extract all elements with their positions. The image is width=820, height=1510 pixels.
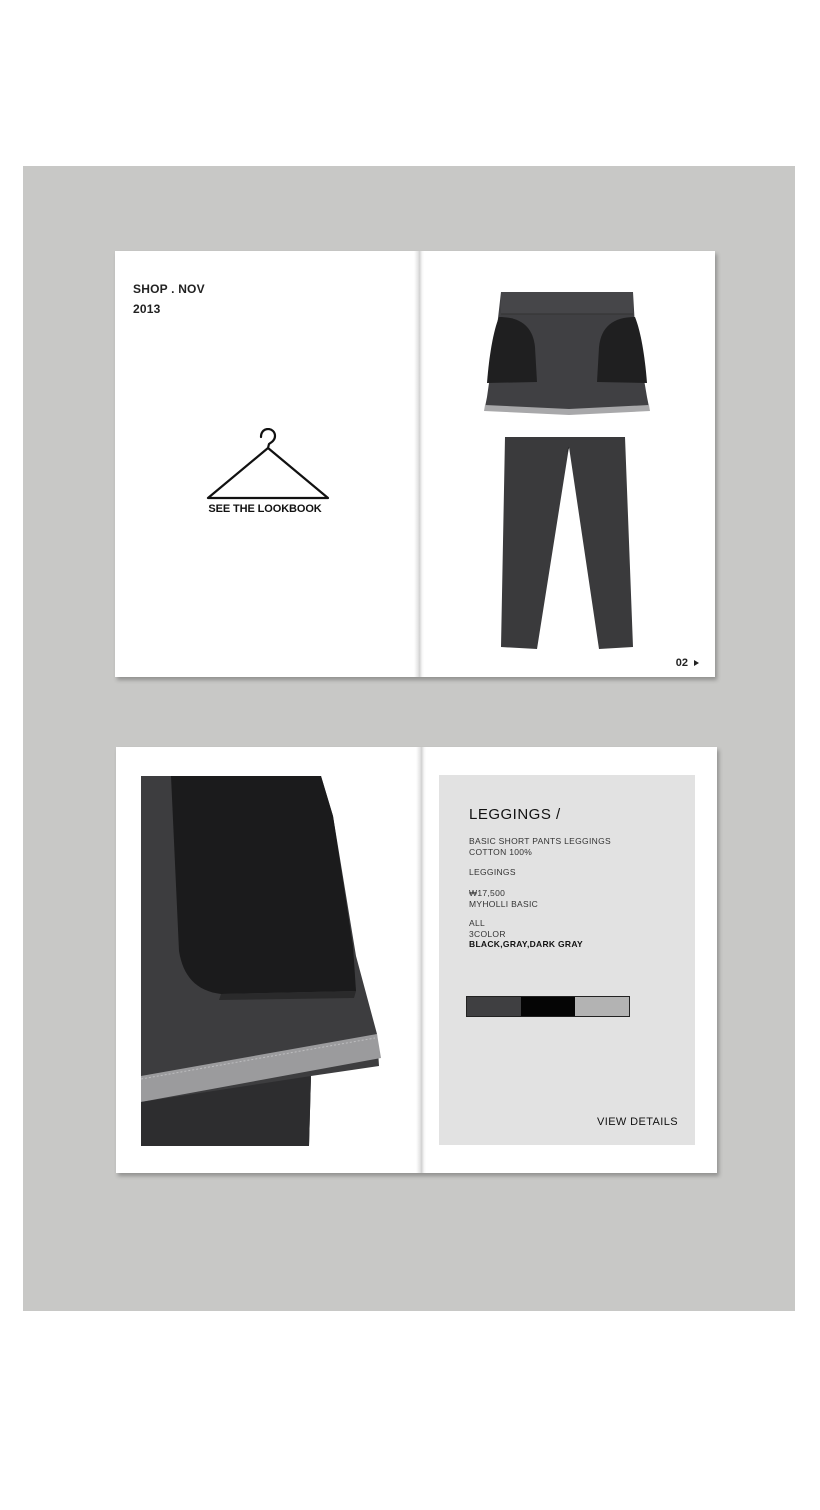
fabric-closeup-image xyxy=(141,776,382,1146)
product-options xyxy=(469,918,583,950)
view-details-link[interactable]: VIEW DETAILS xyxy=(597,1116,678,1128)
triangle-right-icon xyxy=(694,660,699,666)
product-category xyxy=(469,867,516,878)
product-price: ₩17,500 xyxy=(469,888,506,898)
product-description xyxy=(469,836,611,857)
lookbook-spread xyxy=(115,251,715,677)
page-number: 02 xyxy=(675,657,688,669)
product-color-count: 3COLOR xyxy=(469,928,506,939)
product-description-line: BASIC SHORT PANTS LEGGINGS xyxy=(469,836,611,846)
shop-year: 2013 xyxy=(133,302,161,316)
color-swatches xyxy=(466,996,630,1017)
product-material: COTTON 100% xyxy=(469,846,533,857)
hanger-icon[interactable] xyxy=(205,428,331,500)
product-detail-spread xyxy=(116,747,717,1173)
swatch-gray[interactable] xyxy=(575,997,629,1016)
leggings-product-image[interactable] xyxy=(477,287,657,657)
category-label: LEGGINGS xyxy=(469,867,516,877)
product-brand: MYHOLLI BASIC xyxy=(469,898,539,909)
swatch-dark-gray[interactable] xyxy=(467,997,521,1016)
product-colors: BLACK,GRAY,DARK GRAY xyxy=(469,939,583,949)
shop-line: SHOP . NOV xyxy=(133,282,205,296)
book-spine xyxy=(414,251,424,677)
book-spine xyxy=(416,747,426,1173)
product-info-panel xyxy=(439,775,695,1145)
shop-date-title xyxy=(133,279,205,319)
product-title: LEGGINGS / xyxy=(469,806,561,823)
swatch-black[interactable] xyxy=(521,997,575,1016)
see-lookbook-link[interactable]: SEE THE LOOKBOOK xyxy=(208,503,322,515)
product-price-block xyxy=(469,888,538,909)
product-size: ALL xyxy=(469,918,486,928)
next-page-link[interactable] xyxy=(676,657,699,669)
